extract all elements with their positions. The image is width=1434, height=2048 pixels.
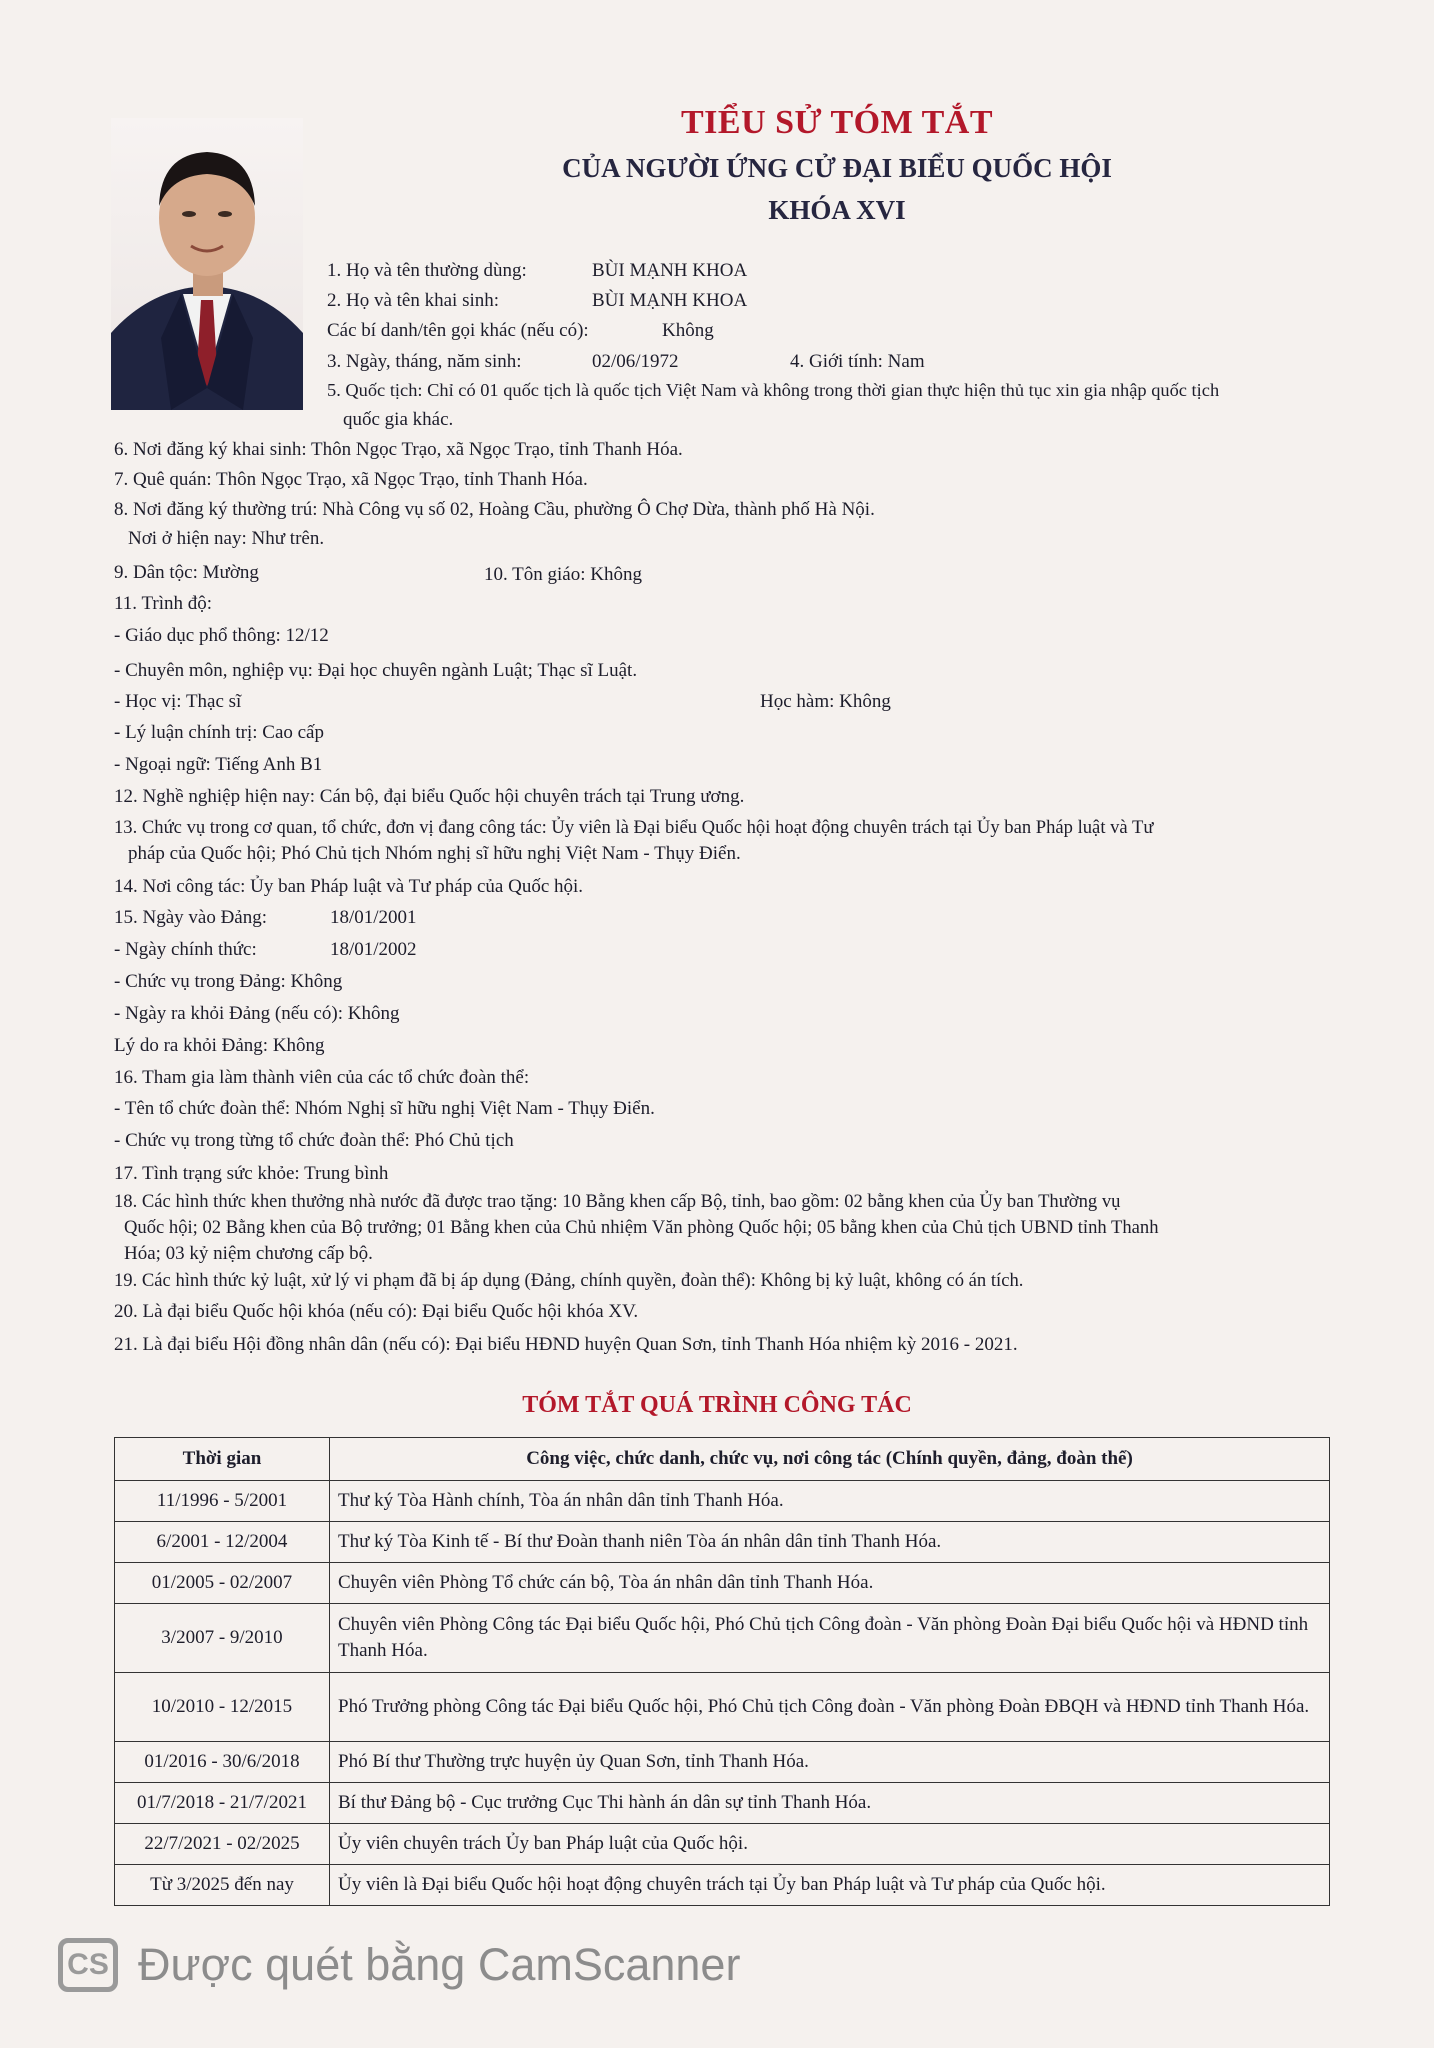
- field-alias-label: Các bí danh/tên gọi khác (nếu có):: [327, 320, 589, 341]
- field-profession: - Chuyên môn, nghiệp vụ: Đại học chuyên ngành Luật; Thạc sĩ Luật.: [114, 660, 638, 681]
- field-party-join-label: 15. Ngày vào Đảng:: [114, 907, 268, 928]
- field-birthdate-value: 02/06/1972: [592, 351, 679, 372]
- field-education-heading: 11. Trình độ:: [114, 593, 213, 614]
- row-period: Từ 3/2025 đến nay: [115, 1865, 330, 1906]
- field-academic-title: Học hàm: Không: [760, 691, 891, 712]
- field-birth-registration: 6. Nơi đăng ký khai sinh: Thôn Ngọc Trạo, xã Ngọc Trạo, tỉnh Thanh Hóa.: [114, 439, 683, 460]
- field-common-name-value: BÙI MẠNH KHOA: [592, 260, 748, 281]
- field-foreign-language: - Ngoại ngữ: Tiếng Anh B1: [114, 754, 323, 775]
- document-term: KHÓA XVI: [768, 195, 906, 225]
- work-history-table: [114, 1437, 1330, 1906]
- work-history-heading: TÓM TẮT QUÁ TRÌNH CÔNG TÁC: [522, 1392, 912, 1418]
- field-alias-value: Không: [662, 320, 714, 341]
- document-subtitle: CỦA NGƯỜI ỨNG CỬ ĐẠI BIỂU QUỐC HỘI: [562, 153, 1112, 183]
- field-nationality: 5. Quốc tịch: Chỉ có 01 quốc tịch là quốc tịch Việt Nam và không trong thời gian thực hiện thủ tục xin gia nhập quốc tịch: [327, 380, 1220, 400]
- field-national-assembly: 20. Là đại biểu Quốc hội khóa (nếu có): Đại biểu Quốc hội khóa XV.: [114, 1301, 639, 1322]
- row-description: Bí thư Đảng bộ - Cục trưởng Cục Thi hành án dân sự tỉnh Thanh Hóa.: [330, 1783, 1330, 1824]
- field-position: 13. Chức vụ trong cơ quan, tổ chức, đơn vị đang công tác: Ủy viên là Đại biểu Quốc hội hoạt động chuyên trách tại Ủy ban Pháp luật và Tư: [114, 817, 1154, 838]
- row-period: 01/2016 - 30/6/2018: [115, 1742, 330, 1783]
- table-header-row: [115, 1438, 1330, 1481]
- field-organization-name: - Tên tổ chức đoàn thể: Nhóm Nghị sĩ hữu nghị Việt Nam - Thụy Điển.: [114, 1098, 655, 1119]
- field-gender: 4. Giới tính: Nam: [790, 351, 925, 372]
- row-period: 22/7/2021 - 02/2025: [115, 1824, 330, 1865]
- field-birth-name-value: BÙI MẠNH KHOA: [592, 290, 748, 311]
- field-ethnicity: 9. Dân tộc: Mường: [114, 562, 259, 583]
- field-permanent-residence: 8. Nơi đăng ký thường trú: Nhà Công vụ số 02, Hoàng Cầu, phường Ô Chợ Dừa, thành phố Hà Nội.: [114, 499, 875, 520]
- column-header-time: Thời gian: [115, 1438, 330, 1481]
- table-row: [115, 1563, 1330, 1604]
- field-discipline: 19. Các hình thức kỷ luật, xử lý vi phạm đã bị áp dụng (Đảng, chính quyền, đoàn thể): Không bị kỷ luật, không có án tích.: [114, 1270, 1024, 1291]
- row-period: 6/2001 - 12/2004: [115, 1522, 330, 1563]
- row-description: Ủy viên là Đại biểu Quốc hội hoạt động chuyên trách tại Ủy ban Pháp luật và Tư pháp của Quốc hội.: [330, 1865, 1330, 1906]
- table-row: [115, 1673, 1330, 1742]
- field-nationality-cont: quốc gia khác.: [343, 409, 454, 430]
- field-general-education: - Giáo dục phổ thông: 12/12: [114, 625, 329, 646]
- field-workplace: 14. Nơi công tác: Ủy ban Pháp luật và Tư pháp của Quốc hội.: [114, 876, 584, 897]
- row-description: Phó Trưởng phòng Công tác Đại biểu Quốc hội, Phó Chủ tịch Công đoàn - Văn phòng Đoàn ĐBQH và HĐND tỉnh Thanh Hóa.: [330, 1673, 1330, 1742]
- field-peoples-council: 21. Là đại biểu Hội đồng nhân dân (nếu có): Đại biểu HĐND huyện Quan Sơn, tỉnh Thanh Hóa nhiệm kỳ 2016 - 2021.: [114, 1334, 1018, 1355]
- table-row: [115, 1481, 1330, 1522]
- row-period: 01/7/2018 - 21/7/2021: [115, 1783, 330, 1824]
- field-awards-cont-2: Hóa; 03 kỷ niệm chương cấp bộ.: [124, 1243, 373, 1264]
- field-occupation: 12. Nghề nghiệp hiện nay: Cán bộ, đại biểu Quốc hội chuyên trách tại Trung ương.: [114, 786, 745, 807]
- field-birth-name-label: 2. Họ và tên khai sinh:: [327, 290, 500, 311]
- row-period: 10/2010 - 12/2015: [115, 1673, 330, 1742]
- field-party-leave-date: - Ngày ra khỏi Đảng (nếu có): Không: [114, 1003, 400, 1024]
- row-description: Phó Bí thư Thường trực huyện ủy Quan Sơn, tỉnh Thanh Hóa.: [330, 1742, 1330, 1783]
- row-period: 11/1996 - 5/2001: [115, 1481, 330, 1522]
- row-description: Chuyên viên Phòng Tổ chức cán bộ, Tòa án nhân dân tỉnh Thanh Hóa.: [330, 1563, 1330, 1604]
- field-party-position: - Chức vụ trong Đảng: Không: [114, 971, 343, 992]
- camscanner-logo-icon: CS: [58, 1938, 118, 1992]
- row-description: Ủy viên chuyên trách Ủy ban Pháp luật của Quốc hội.: [330, 1824, 1330, 1865]
- field-awards: 18. Các hình thức khen thưởng nhà nước đã được trao tặng: 10 Bằng khen cấp Bộ, tỉnh, bao gồm: 02 bằng khen của Ủy ban Thường vụ: [114, 1191, 1121, 1212]
- row-description: Chuyên viên Phòng Công tác Đại biểu Quốc hội, Phó Chủ tịch Công đoàn - Văn phòng Đoàn Đại biểu Quốc hội và HĐND tỉnh Thanh Hóa.: [330, 1604, 1330, 1673]
- row-period: 3/2007 - 9/2010: [115, 1604, 330, 1673]
- field-hometown: 7. Quê quán: Thôn Ngọc Trạo, xã Ngọc Trạo, tỉnh Thanh Hóa.: [114, 469, 588, 490]
- document-title: TIỂU SỬ TÓM TẮT: [680, 104, 993, 141]
- field-organization-role: - Chức vụ trong từng tổ chức đoàn thể: Phó Chủ tịch: [114, 1130, 514, 1151]
- table-row: [115, 1824, 1330, 1865]
- field-current-residence: Nơi ở hiện nay: Như trên.: [128, 528, 325, 549]
- field-position-cont: pháp của Quốc hội; Phó Chủ tịch Nhóm nghị sĩ hữu nghị Việt Nam - Thụy Điển.: [128, 843, 741, 864]
- field-birthdate-label: 3. Ngày, tháng, năm sinh:: [327, 351, 522, 372]
- row-description: Thư ký Tòa Hành chính, Tòa án nhân dân tỉnh Thanh Hóa.: [330, 1481, 1330, 1522]
- column-header-description: Công việc, chức danh, chức vụ, nơi công tác (Chính quyền, đảng, đoàn thể): [330, 1438, 1330, 1481]
- field-common-name-label: 1. Họ và tên thường dùng:: [327, 260, 527, 281]
- field-party-official-value: 18/01/2002: [330, 939, 417, 960]
- field-political-theory: - Lý luận chính trị: Cao cấp: [114, 722, 324, 743]
- field-party-join-value: 18/01/2001: [330, 907, 417, 928]
- camscanner-text: Được quét bằng CamScanner: [138, 1939, 741, 1990]
- field-health: 17. Tình trạng sức khỏe: Trung bình: [114, 1163, 389, 1184]
- table-row: [115, 1865, 1330, 1906]
- row-period: 01/2005 - 02/2007: [115, 1563, 330, 1604]
- field-degree: - Học vị: Thạc sĩ: [114, 691, 242, 712]
- field-organizations: 16. Tham gia làm thành viên của các tổ chức đoàn thể:: [114, 1067, 530, 1088]
- table-row: [115, 1522, 1330, 1563]
- table-row: [115, 1604, 1330, 1673]
- row-description: Thư ký Tòa Kinh tế - Bí thư Đoàn thanh niên Tòa án nhân dân tỉnh Thanh Hóa.: [330, 1522, 1330, 1563]
- field-religion: 10. Tôn giáo: Không: [484, 564, 642, 585]
- table-row: [115, 1783, 1330, 1824]
- camscanner-watermark: [58, 1937, 740, 1993]
- table-row: [115, 1742, 1330, 1783]
- field-party-leave-reason: Lý do ra khỏi Đảng: Không: [114, 1035, 325, 1056]
- field-awards-cont: Quốc hội; 02 Bằng khen của Bộ trưởng; 01 Bằng khen của Chủ nhiệm Văn phòng Quốc hội; 05 bằng khen của Chủ tịch UBND tỉnh Thanh: [124, 1217, 1159, 1238]
- field-party-official-label: - Ngày chính thức:: [114, 939, 257, 960]
